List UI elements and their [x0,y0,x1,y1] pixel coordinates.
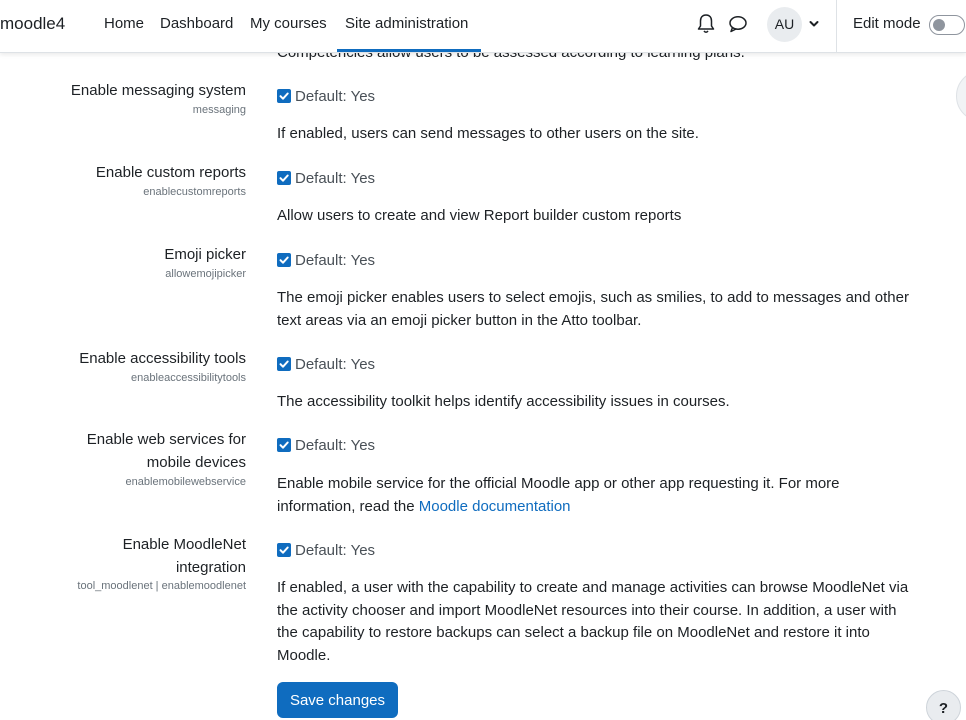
default-value: Default: Yes [295,541,376,559]
emoji-picker-checkbox[interactable] [277,253,291,267]
user-avatar[interactable]: AU [767,7,802,42]
setting-checkbox-row [277,88,375,104]
chat-icon[interactable] [728,14,748,34]
setting-checkbox-row [277,170,375,186]
setting-key-mobile-web-services: enablemobilewebservice [125,476,246,488]
edit-mode-label: Edit mode [853,15,921,32]
messaging-checkbox[interactable] [277,89,291,103]
setting-key-messaging: messaging [192,104,246,116]
setting-key-custom-reports: enablecustomreports [143,186,246,198]
setting-key-moodlenet: tool_moodlenet | enablemoodlenet [77,580,246,592]
navbar-divider [836,0,837,53]
setting-checkbox-row [277,252,375,268]
setting-label-mobile-web-services: Enable web services for mobile devices [86,431,246,471]
help-button[interactable]: ? [926,690,961,720]
setting-key-emoji-picker: allowemojipicker [165,268,246,280]
nav-link-home[interactable]: Home [104,15,145,32]
setting-label-custom-reports: Enable custom reports [95,164,246,181]
setting-key-accessibility-tools: enableaccessibilitytools [131,372,246,384]
site-brand[interactable]: moodle4 [0,14,66,33]
setting-label-accessibility-tools: Enable accessibility tools [79,350,246,367]
moodlenet-checkbox[interactable] [277,543,291,557]
setting-description-custom-reports: Allow users to create and view Report builder custom reports [277,207,682,224]
setting-description-moodlenet: If enabled, a user with the capability to create and manage activities can browse MoodleNet via the activity chooser and import MoodleNet resources into their course. In addition, a user with the capability to restore backups can select a backup file on MoodleNet and restore it into Moodle. [277,579,909,664]
toggle-knob [933,19,945,31]
custom-reports-checkbox[interactable] [277,171,291,185]
save-changes-button[interactable]: Save changes [277,682,398,718]
setting-label-messaging: Enable messaging system [70,82,246,99]
accessibility-tools-checkbox[interactable] [277,357,291,371]
default-value: Default: Yes [295,169,376,187]
nav-link-dashboard[interactable]: Dashboard [160,15,234,32]
bell-icon[interactable] [696,13,716,35]
setting-checkbox-row [277,437,375,453]
default-value: Default: Yes [295,436,376,454]
setting-checkbox-row [277,542,375,558]
block-drawer-toggle[interactable] [956,70,966,122]
moodle-documentation-link[interactable]: Moodle documentation [418,497,571,515]
setting-description-emoji-picker: The emoji picker enables users to select emojis, such as smilies, to add to messages and other text areas via an emoji picker button in the Atto toolbar. [277,289,909,329]
chevron-down-icon[interactable] [808,17,820,29]
nav-link-my-courses[interactable]: My courses [250,15,327,32]
setting-description-mobile-web-services [277,473,917,518]
edit-mode-toggle[interactable] [929,15,965,35]
nav-link-site-administration[interactable]: Site administration [345,15,469,32]
mobile-web-services-checkbox[interactable] [277,438,291,452]
default-value: Default: Yes [295,355,376,373]
setting-checkbox-row [277,356,375,372]
default-value: Default: Yes [295,251,376,269]
description-text: Enable mobile service for the official Moodle app or other app requesting it. For more information, read the [277,475,840,515]
top-navbar [0,0,966,53]
active-nav-indicator [337,49,481,52]
setting-description-messaging: If enabled, users can send messages to other users on the site. [277,125,699,142]
setting-label-emoji-picker: Emoji picker [164,246,246,263]
default-value: Default: Yes [295,87,376,105]
setting-description-accessibility-tools: The accessibility toolkit helps identify accessibility issues in courses. [277,393,730,410]
setting-label-moodlenet: Enable MoodleNet integration [122,536,246,576]
